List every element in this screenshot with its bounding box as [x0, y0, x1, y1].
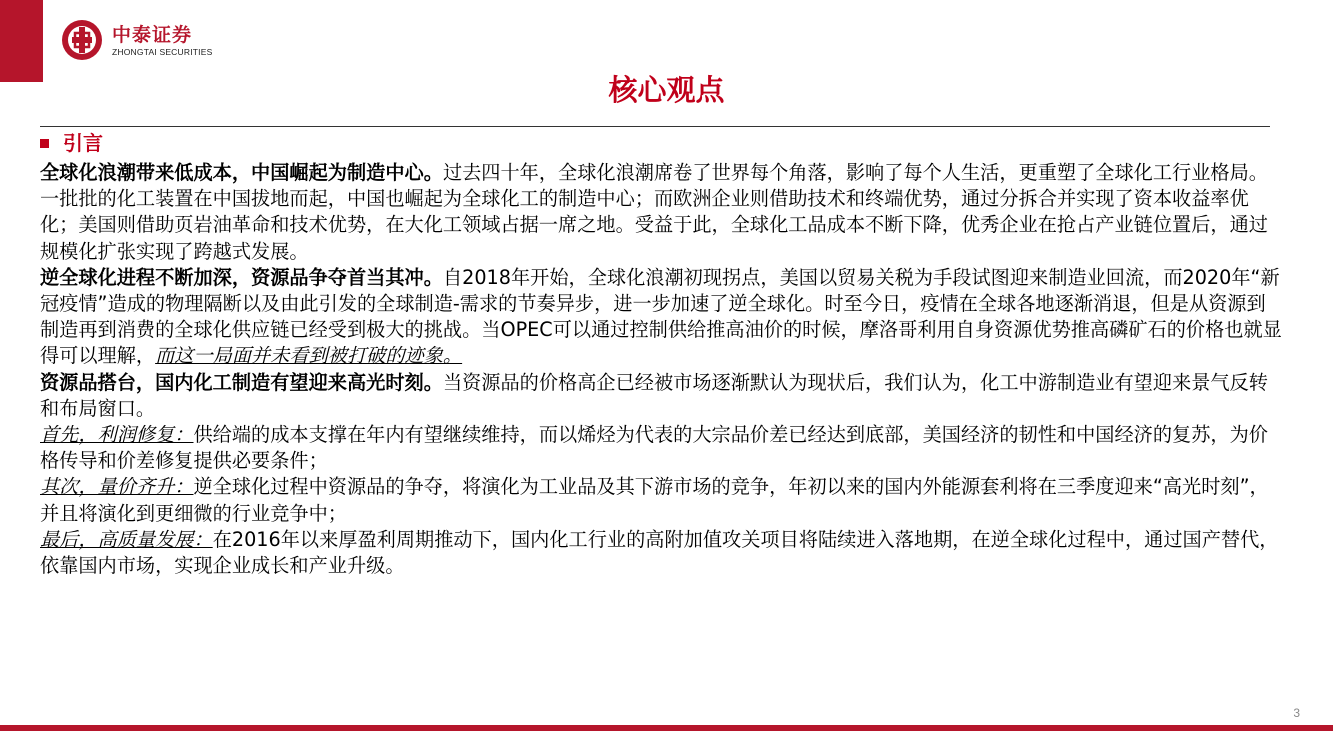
- paragraph-first-point: [40, 422, 1284, 474]
- paragraph-lead: 全球化浪潮带来低成本，中国崛起为制造中心。: [40, 161, 443, 184]
- company-logo: [60, 18, 212, 62]
- paragraph-deglobalization: [40, 265, 1284, 370]
- paragraph-second-point: [40, 474, 1284, 526]
- paragraph-emphasis: 而这一局面并未看到被打破的迹象。: [155, 344, 463, 368]
- body-text: [40, 160, 1284, 579]
- section-heading: [40, 130, 103, 156]
- paragraph-lead: 资源品搭台，国内化工制造有望迎来高光时刻。: [40, 370, 443, 394]
- page-number: 3: [1293, 706, 1300, 720]
- zhongtai-logo-icon: [60, 18, 104, 62]
- paragraph-lead: 最后，高质量发展：: [40, 527, 213, 551]
- logo-chinese-name: 中泰证券: [112, 23, 193, 46]
- paragraph-third-point: [40, 527, 1284, 579]
- paragraph-globalization: [40, 160, 1284, 265]
- section-label: 引言: [63, 131, 103, 155]
- paragraph-lead: 首先，利润修复：: [40, 423, 194, 447]
- paragraph-resources: [40, 370, 1284, 422]
- paragraph-lead: 逆全球化进程不断加深，资源品争夺首当其冲。: [40, 265, 443, 289]
- paragraph-lead: 其次，量价齐升：: [40, 475, 194, 499]
- footer-bar: [0, 725, 1333, 731]
- page-title: 核心观点: [608, 73, 725, 107]
- square-bullet-icon: [40, 139, 49, 148]
- logo-english-name: ZHONGTAI SECURITIES: [112, 46, 213, 57]
- paragraph-body: 供给端的成本支撑在年内有望继续维持，而以烯烃为代表的大宗品价差已经达到底部，美国经济的韧性和中国经济的复苏，为价格传导和价差修复提供必要条件；: [40, 423, 1268, 473]
- paragraph-body: 过去四十年，全球化浪潮席卷了世界每个角落，影响了每个人生活，更重塑了全球化工行业格局。一批批的化工装置在中国拔地而起，中国也崛起为全球化工的制造中心；而欧洲企业则借助技术和终端优势，通过分拆合并实现了资本收益率优化；美国则借助页岩油革命和技术优势，在大化工领域占据一席之地。受益于此，全球化工品成本不断下降，优秀企业在抢占产业链位置后，通过规模化扩张实现了跨越式发展。: [40, 161, 1268, 263]
- paragraph-body: 自2018年开始，全球化浪潮初现拐点，美国以贸易关税为手段试图迎来制造业回流，而2020年“新冠疫情”造成的物理隔断以及由此引发的全球制造-需求的节奏异步，进一步加速了逆全球化。时至今日，疫情在全球各地逐渐消退，但是从资源到制造再到消费的全球化供应链已经受到极大的挑战。当OPEC可以通过控制供给推高油价的时候，摩洛哥利用自身资源优势推高磷矿石的价格也就显得可以理解，: [40, 265, 1282, 368]
- paragraph-body: 在2016年以来厚盈利周期推动下，国内化工行业的高附加值攻关项目将陆续进入落地期，在逆全球化过程中，通过国产替代，依靠国内市场，实现企业成长和产业升级。: [40, 527, 1279, 578]
- paragraph-body: 逆全球化过程中资源品的争夺，将演化为工业品及其下游市场的竞争，年初以来的国内外能源套利将在三季度迎来“高光时刻”，并且将演化到更细微的行业竞争中；: [40, 475, 1269, 525]
- paragraph-body: 当资源品的价格高企已经被市场逐渐默认为现状后，我们认为，化工中游制造业有望迎来景气反转和布局窗口。: [40, 370, 1268, 420]
- section-divider: [40, 126, 1270, 127]
